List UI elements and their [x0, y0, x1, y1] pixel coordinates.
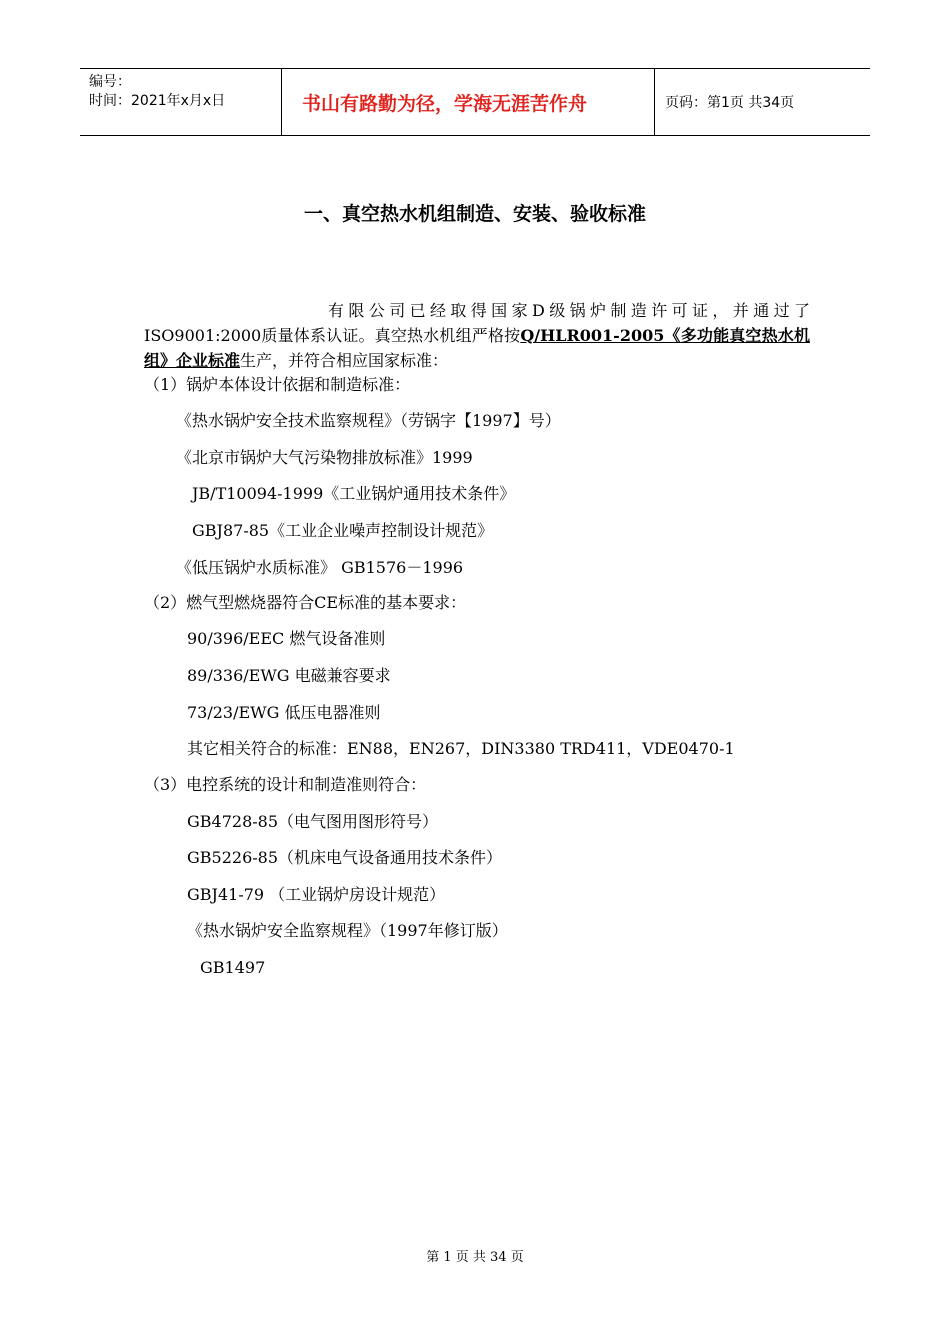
section2-item: 89/336/EWG 电磁兼容要求: [187, 666, 391, 685]
header-meta-cell: [80, 69, 282, 135]
header-motto-cell: [282, 69, 655, 135]
section2-item: 其它相关符合的标准：EN88，EN267，DIN3380 TRD411，VDE0470-1: [187, 739, 735, 758]
intro-text-part2: 生产，并符合相应国家标准：: [240, 351, 449, 370]
document-title: 一、真空热水机组制造、安装、验收标准: [303, 203, 646, 225]
section3-item: GB5226-85（机床电气设备通用技术条件）: [187, 848, 503, 867]
section3-item: GB1497: [200, 958, 266, 977]
section3-item: GBJ41-79 （工业锅炉房设计规范）: [187, 885, 446, 904]
intro-text-part1: 有限公司已经取得国家D级锅炉制造许可证，并通过了ISO9001:2000质量体系认证。真空热水机组严格按: [144, 301, 810, 345]
document-date-label: 时间：2021年x月x日: [89, 93, 226, 109]
enterprise-standard-reference: Q/HLR001-2005《多功能真空热水机组》企业标准: [144, 326, 810, 370]
section3-item: GB4728-85（电气图用图形符号）: [187, 812, 439, 831]
section1-item: 《低压锅炉水质标准》 GB1576－1996: [176, 558, 464, 577]
header-page-cell: [655, 69, 870, 135]
header-motto: 书山有路勤为径，学海无涯苦作舟: [302, 92, 588, 115]
header-page-label: 页码：第1页 共34页: [665, 95, 795, 111]
section1-item: JB/T10094-1999《工业锅炉通用技术条件》: [192, 484, 516, 503]
section3-heading: （3）电控系统的设计和制造准则符合：: [144, 775, 427, 794]
page-footer: 第 1 页 共 34 页: [426, 1250, 524, 1265]
section2-heading: （2）燃气型燃烧器符合CE标准的基本要求：: [144, 593, 467, 612]
section1-item: 《北京市锅炉大气污染物排放标准》1999: [176, 448, 473, 467]
section1-heading: （1）锅炉本体设计依据和制造标准：: [144, 375, 411, 394]
section2-item: 73/23/EWG 低压电器准则: [187, 703, 381, 722]
section2-item: 90/396/EEC 燃气设备准则: [187, 629, 386, 648]
section1-item: 《热水锅炉安全技术监察规程》（劳锅字【1997】号）: [176, 411, 561, 430]
section3-item: 《热水锅炉安全监察规程》（1997年修订版）: [187, 921, 508, 940]
section1-item: GBJ87-85《工业企业噪声控制设计规范》: [192, 521, 494, 540]
document-number-label: 编号：: [89, 74, 131, 90]
page-header: [80, 68, 870, 136]
intro-paragraph: [144, 298, 810, 373]
